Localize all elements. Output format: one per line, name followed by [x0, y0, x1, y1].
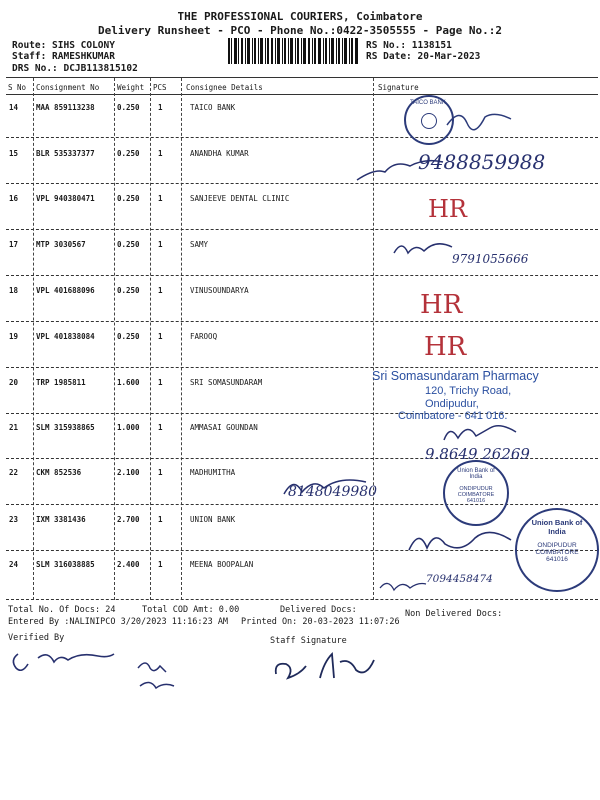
- table-bottom-rule: [6, 599, 598, 600]
- staff-signature-icon: [270, 648, 390, 688]
- table-header-rule: [6, 94, 598, 95]
- row-consignment: VPL 401688096: [36, 286, 95, 295]
- col-divider: [181, 78, 182, 600]
- signature-scribble-icon: [390, 235, 460, 263]
- pharmacy-stamp-address: Coimbatore - 641 016.: [398, 410, 508, 422]
- total-docs: Total No. Of Docs: 24: [8, 605, 116, 615]
- verifier-initials-icon: [132, 656, 182, 698]
- union-seal-text: Union Bank of India: [531, 518, 583, 536]
- row-weight: 0.250: [117, 286, 140, 295]
- handwritten-phone: 7094458474: [426, 573, 493, 585]
- row-sno: 20: [9, 378, 19, 387]
- handwritten-initials: HR: [428, 195, 467, 223]
- row-consignee: MEENA BOOPALAN: [190, 560, 254, 569]
- col-divider: [114, 78, 115, 600]
- total-cod: Total COD Amt: 0.00: [142, 605, 240, 615]
- row-pcs: 1: [158, 423, 163, 432]
- table-top-rule: [6, 77, 598, 78]
- row-sno: 14: [9, 103, 19, 112]
- pharmacy-stamp-address: Ondipudur,: [425, 398, 479, 410]
- row-pcs: 1: [158, 378, 163, 387]
- row-consignee: VINUSOUNDARYA: [190, 286, 249, 295]
- pharmacy-stamp-address: 120, Trichy Road,: [425, 385, 512, 397]
- handwritten-phone: 8148049980: [288, 484, 378, 500]
- verified-by-label: Verified By: [8, 633, 65, 643]
- union-seal-branch: ONDIPUDUR COIMBATORE 641016: [457, 486, 495, 504]
- row-weight: 2.700: [117, 515, 140, 524]
- row-consignee: TAICO BANK: [190, 103, 236, 112]
- row-consignee: SANJEEVE DENTAL CLINIC: [190, 194, 290, 203]
- company-title: THE PROFESSIONAL COURIERS, Coimbatore: [177, 10, 423, 23]
- row-divider: [6, 137, 598, 138]
- verifier-signature-icon: [8, 644, 118, 678]
- row-consignment: CKM 852536: [36, 468, 82, 477]
- row-weight: 0.250: [117, 194, 140, 203]
- row-sno: 23: [9, 515, 19, 524]
- row-consignment: SLM 316038885: [36, 560, 95, 569]
- row-pcs: 1: [158, 560, 163, 569]
- row-consignment: BLR 535337377: [36, 149, 95, 158]
- staff-signature-label: Staff Signature: [270, 636, 347, 646]
- row-divider: [6, 275, 598, 276]
- col-divider: [150, 78, 151, 600]
- row-pcs: 1: [158, 515, 163, 524]
- signature-scribble-icon: [440, 418, 520, 448]
- entered-by: Entered By :NALINIPCO 3/20/2023 11:16:23 AM: [8, 617, 229, 627]
- row-weight: 0.250: [117, 103, 140, 112]
- col-weight: Weight: [117, 83, 145, 92]
- row-sno: 18: [9, 286, 19, 295]
- row-sno: 24: [9, 560, 19, 569]
- row-consignee: MADHUMITHA: [190, 468, 236, 477]
- row-sno: 15: [9, 149, 19, 158]
- staff-label: Staff: RAMESHKUMAR: [12, 51, 115, 62]
- printed-on: Printed On: 20-03-2023 11:07:26: [241, 617, 400, 627]
- row-consignee: SAMY: [190, 240, 209, 249]
- row-weight: 0.250: [117, 149, 140, 158]
- row-divider: [6, 367, 598, 368]
- row-sno: 17: [9, 240, 19, 249]
- row-weight: 2.400: [117, 560, 140, 569]
- row-weight: 0.250: [117, 332, 140, 341]
- row-pcs: 1: [158, 103, 163, 112]
- row-consignee: UNION BANK: [190, 515, 236, 524]
- row-consignment: MAA 859113238: [36, 103, 95, 112]
- row-weight: 0.250: [117, 240, 140, 249]
- row-consignee: AMMASAI GOUNDAN: [190, 423, 258, 432]
- row-weight: 2.100: [117, 468, 140, 477]
- row-sno: 22: [9, 468, 19, 477]
- handwritten-initials: HR: [420, 290, 463, 320]
- row-divider: [6, 229, 598, 230]
- col-consignment: Consignment No: [36, 83, 100, 92]
- handwritten-initials: HR: [424, 332, 467, 362]
- row-pcs: 1: [158, 149, 163, 158]
- row-sno: 16: [9, 194, 19, 203]
- taico-seal-text: TAICO BANK: [410, 100, 446, 106]
- rs-date: RS Date: 20-Mar-2023: [366, 51, 481, 62]
- row-consignment: TRP 1985811: [36, 378, 86, 387]
- row-consignment: VPL 401838084: [36, 332, 95, 341]
- handwritten-phone: 9488859988: [418, 150, 546, 174]
- row-sno: 19: [9, 332, 19, 341]
- pharmacy-stamp-name: Sri Somasundaram Pharmacy: [372, 369, 539, 383]
- row-weight: 1.000: [117, 423, 140, 432]
- row-pcs: 1: [158, 332, 163, 341]
- drs-number: DRS No.: DCJB113815102: [12, 63, 138, 74]
- row-consignee: SRI SOMASUNDARAM: [190, 378, 263, 387]
- row-divider: [6, 504, 598, 505]
- signature-scribble-icon: [445, 105, 515, 133]
- row-pcs: 1: [158, 194, 163, 203]
- row-consignment: VPL 940380471: [36, 194, 95, 203]
- handwritten-phone: 9791055666: [452, 252, 529, 266]
- union-seal-text: Union Bank of India: [457, 468, 495, 480]
- row-divider: [6, 321, 598, 322]
- col-pcs: PCS: [153, 83, 167, 92]
- col-signature: Signature: [378, 83, 419, 92]
- col-divider: [33, 78, 34, 600]
- union-bank-seal-icon: [443, 460, 509, 526]
- row-consignee: FAROOQ: [190, 332, 218, 341]
- union-bank-seal-icon: [515, 508, 599, 592]
- row-pcs: 1: [158, 286, 163, 295]
- route-label: Route: SIHS COLONY: [12, 40, 115, 51]
- non-delivered-docs: Non Delivered Docs:: [405, 609, 503, 619]
- handwritten-phone: 9.8649 26269: [425, 445, 530, 463]
- barcode-icon: [228, 38, 358, 64]
- runsheet-subtitle: Delivery Runsheet - PCO - Phone No.:0422-3505555 - Page No.:2: [98, 24, 502, 37]
- row-consignment: SLM 315938865: [36, 423, 95, 432]
- seal-emblem-icon: [421, 113, 437, 129]
- col-consignee: Consignee Details: [186, 83, 263, 92]
- row-sno: 21: [9, 423, 19, 432]
- signature-scribble-icon: [405, 520, 515, 560]
- rs-number: RS No.: 1138151: [366, 40, 452, 51]
- union-seal-branch: ONDIPUDUR COIMBATORE 641016: [535, 542, 579, 563]
- row-pcs: 1: [158, 240, 163, 249]
- delivered-docs: Delivered Docs:: [280, 605, 357, 615]
- row-consignment: MTP 3030567: [36, 240, 86, 249]
- signature-scribble-icon: [378, 574, 428, 596]
- row-divider: [6, 183, 598, 184]
- row-divider: [6, 413, 598, 414]
- row-consignment: IXM 3381436: [36, 515, 86, 524]
- col-sno: S No: [8, 83, 27, 92]
- row-consignee: ANANDHA KUMAR: [190, 149, 249, 158]
- row-weight: 1.600: [117, 378, 140, 387]
- row-pcs: 1: [158, 468, 163, 477]
